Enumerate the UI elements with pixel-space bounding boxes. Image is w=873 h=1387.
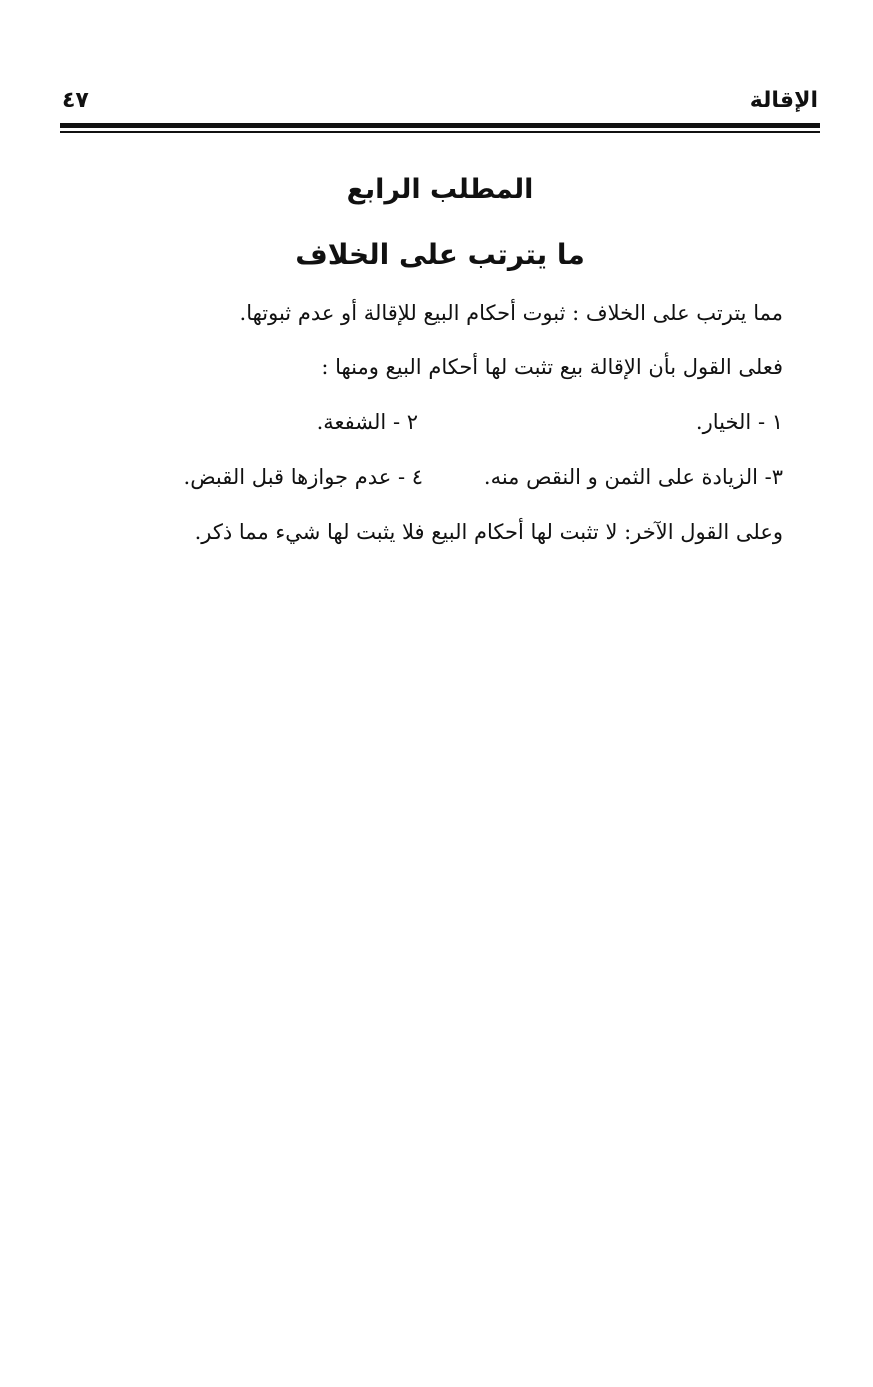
- list-item-2: ٢ - الشفعة.: [316, 410, 418, 434]
- section-heading: المطلب الرابع: [346, 174, 534, 205]
- header-rule-thin: [60, 131, 820, 133]
- list-row-1: [90, 403, 783, 443]
- page-number: ٤٧: [62, 88, 89, 113]
- section-subheading: ما يترتب على الخلاف: [295, 238, 585, 271]
- paragraph-line-1: مما يترتب على الخلاف : ثبوت أحكام البيع للإقالة أو عدم ثبوتها.: [239, 301, 783, 325]
- paragraph-line-2: فعلى القول بأن الإقالة بيع تثبت لها أحكام البيع ومنها :: [321, 355, 783, 379]
- paragraph-line-last: وعلى القول الآخر: لا تثبت لها أحكام البيع فلا يثبت لها شيء مما ذكر.: [194, 520, 783, 544]
- running-title: الإقالة: [749, 88, 818, 113]
- header-rule-thick: [60, 123, 820, 128]
- list-item-3: ٣- الزيادة على الثمن و النقص منه.: [483, 465, 783, 489]
- list-item-4: ٤ - عدم جوازها قبل القبض.: [183, 465, 423, 489]
- list-item-1: ١ - الخيار.: [695, 410, 783, 434]
- list-row-2: [90, 458, 783, 498]
